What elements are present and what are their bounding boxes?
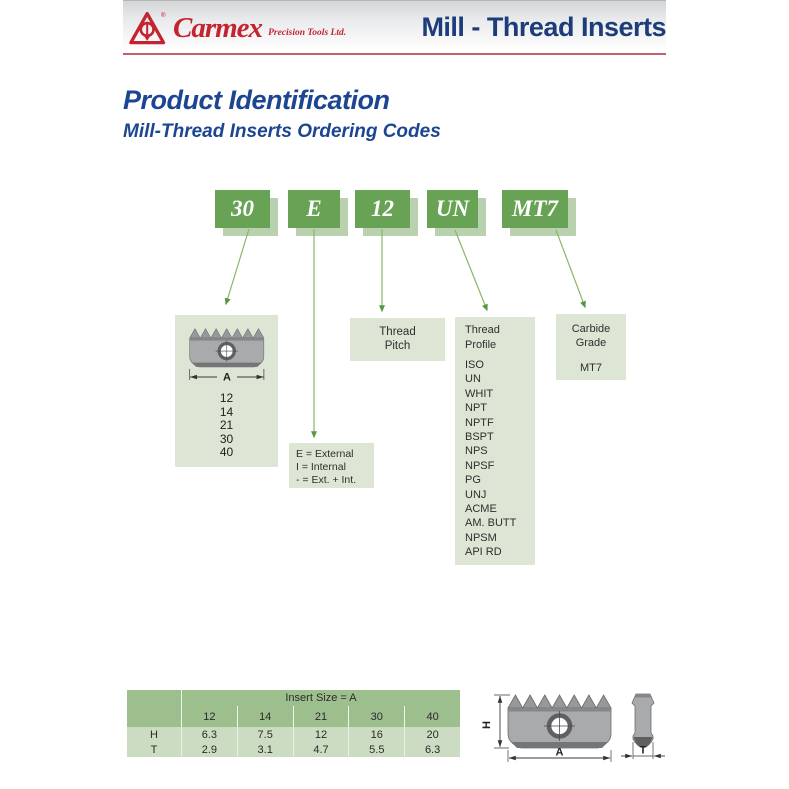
thread-pitch-label: Thread: [379, 326, 416, 338]
legend-line: - = Ext. + Int.: [296, 474, 357, 486]
header-divider: [123, 53, 666, 55]
section-subtitle: Mill-Thread Inserts Ordering Codes: [123, 121, 441, 142]
table-row: [127, 742, 460, 757]
thread-profile-panel: [455, 317, 535, 565]
thread-profile-option: BSPT: [465, 431, 494, 444]
insert-size-list: [175, 392, 278, 460]
table-columns-row: [127, 706, 460, 727]
legend-line: I = Internal: [296, 461, 346, 473]
insert-front-view-large: [508, 695, 611, 748]
carbide-grade-value: MT7: [580, 362, 602, 374]
insert-size-option: 12: [219, 391, 234, 405]
insert-side-view: [632, 694, 654, 748]
arrow-insert-size: [226, 229, 249, 304]
table-corner-cell: [127, 690, 181, 706]
thread-profile-option: WHIT: [465, 387, 494, 400]
dimension-a-label-small: A: [223, 371, 231, 384]
code-box-direction: E: [288, 190, 340, 228]
table-cell: 5.5: [348, 742, 404, 757]
thread-profile-title: Thread: [465, 324, 500, 336]
thread-profile-option: NPSF: [465, 459, 495, 472]
thread-profile-option: PG: [465, 474, 481, 487]
insert-size-option: 14: [219, 404, 234, 419]
table-corner-cell: [127, 706, 181, 727]
table-cell: 4.7: [293, 742, 349, 757]
thread-profile-option: NPSM: [465, 531, 497, 544]
thread-pitch-label: Pitch: [384, 340, 411, 352]
table-cell: 12: [293, 727, 349, 742]
carbide-grade-title: Carbide: [571, 323, 611, 335]
column-header: 40: [404, 706, 460, 727]
insert-dimension-diagrams: [480, 678, 685, 778]
table-title: Insert Size = A: [181, 690, 460, 706]
thread-profile-option: API RD: [465, 546, 502, 559]
carmex-logo-icon: [129, 8, 169, 50]
table-cell: 6.3: [181, 727, 237, 742]
table-cell: 7.5: [237, 727, 293, 742]
table-cell: 6.3: [404, 742, 460, 757]
thread-profile-option: ISO: [465, 359, 484, 371]
code-box-thread-pitch: 12: [355, 190, 410, 228]
insert-size-table: [127, 690, 460, 757]
registered-mark: ®: [160, 12, 166, 20]
thread-profile-option: NPS: [465, 445, 488, 458]
table-cell: 16: [348, 727, 404, 742]
insert-size-panel: [175, 315, 278, 467]
arrow-thread-profile: [455, 230, 487, 310]
carbide-grade-panel: [556, 314, 626, 380]
thread-profile-option: NPT: [465, 402, 487, 415]
code-box-thread-profile: UN: [427, 190, 478, 228]
brand-tagline: Precision Tools Ltd.: [268, 28, 347, 38]
table-cell: 20: [404, 727, 460, 742]
row-label: T: [150, 743, 158, 756]
legend-line: E = External: [296, 448, 354, 460]
column-header: 12: [181, 706, 237, 727]
carmex-logo: [129, 8, 346, 50]
arrow-carbide-grade: [556, 230, 585, 307]
insert-size-option: 21: [219, 418, 234, 432]
dimension-t-label: T: [639, 744, 647, 757]
thread-pitch-panel: [350, 318, 445, 361]
row-label: H: [150, 728, 158, 741]
table-title-row: [127, 690, 460, 706]
dimension-h-label: H: [481, 721, 493, 729]
insert-front-view-small: [179, 323, 274, 387]
carbide-grade-title: Grade: [575, 337, 607, 349]
thread-profile-option: UNJ: [465, 488, 487, 501]
column-header: 14: [237, 706, 293, 727]
page-title: Mill - Thread Inserts: [421, 12, 666, 42]
thread-profile-title: Profile: [465, 338, 497, 351]
table-cell: 3.1: [237, 742, 293, 757]
code-box-carbide-grade: MT7: [502, 190, 568, 228]
thread-profile-option: NPTF: [465, 416, 494, 429]
insert-size-option: 30: [219, 431, 234, 446]
dimension-a-label: A: [555, 746, 564, 759]
insert-size-option: 40: [219, 445, 234, 459]
column-header: 30: [348, 706, 404, 727]
table-row: [127, 727, 460, 742]
thread-profile-option: ACME: [465, 503, 497, 516]
section-title: Product Identification: [123, 85, 390, 115]
brand-name: Carmex: [173, 12, 263, 44]
table-cell: 2.9: [181, 742, 237, 757]
direction-legend-panel: [289, 443, 374, 488]
thread-profile-option: UN: [465, 373, 481, 386]
thread-profile-option: AM. BUTT: [465, 517, 517, 530]
column-header: 21: [293, 706, 349, 727]
code-box-insert-size: 30: [215, 190, 270, 228]
